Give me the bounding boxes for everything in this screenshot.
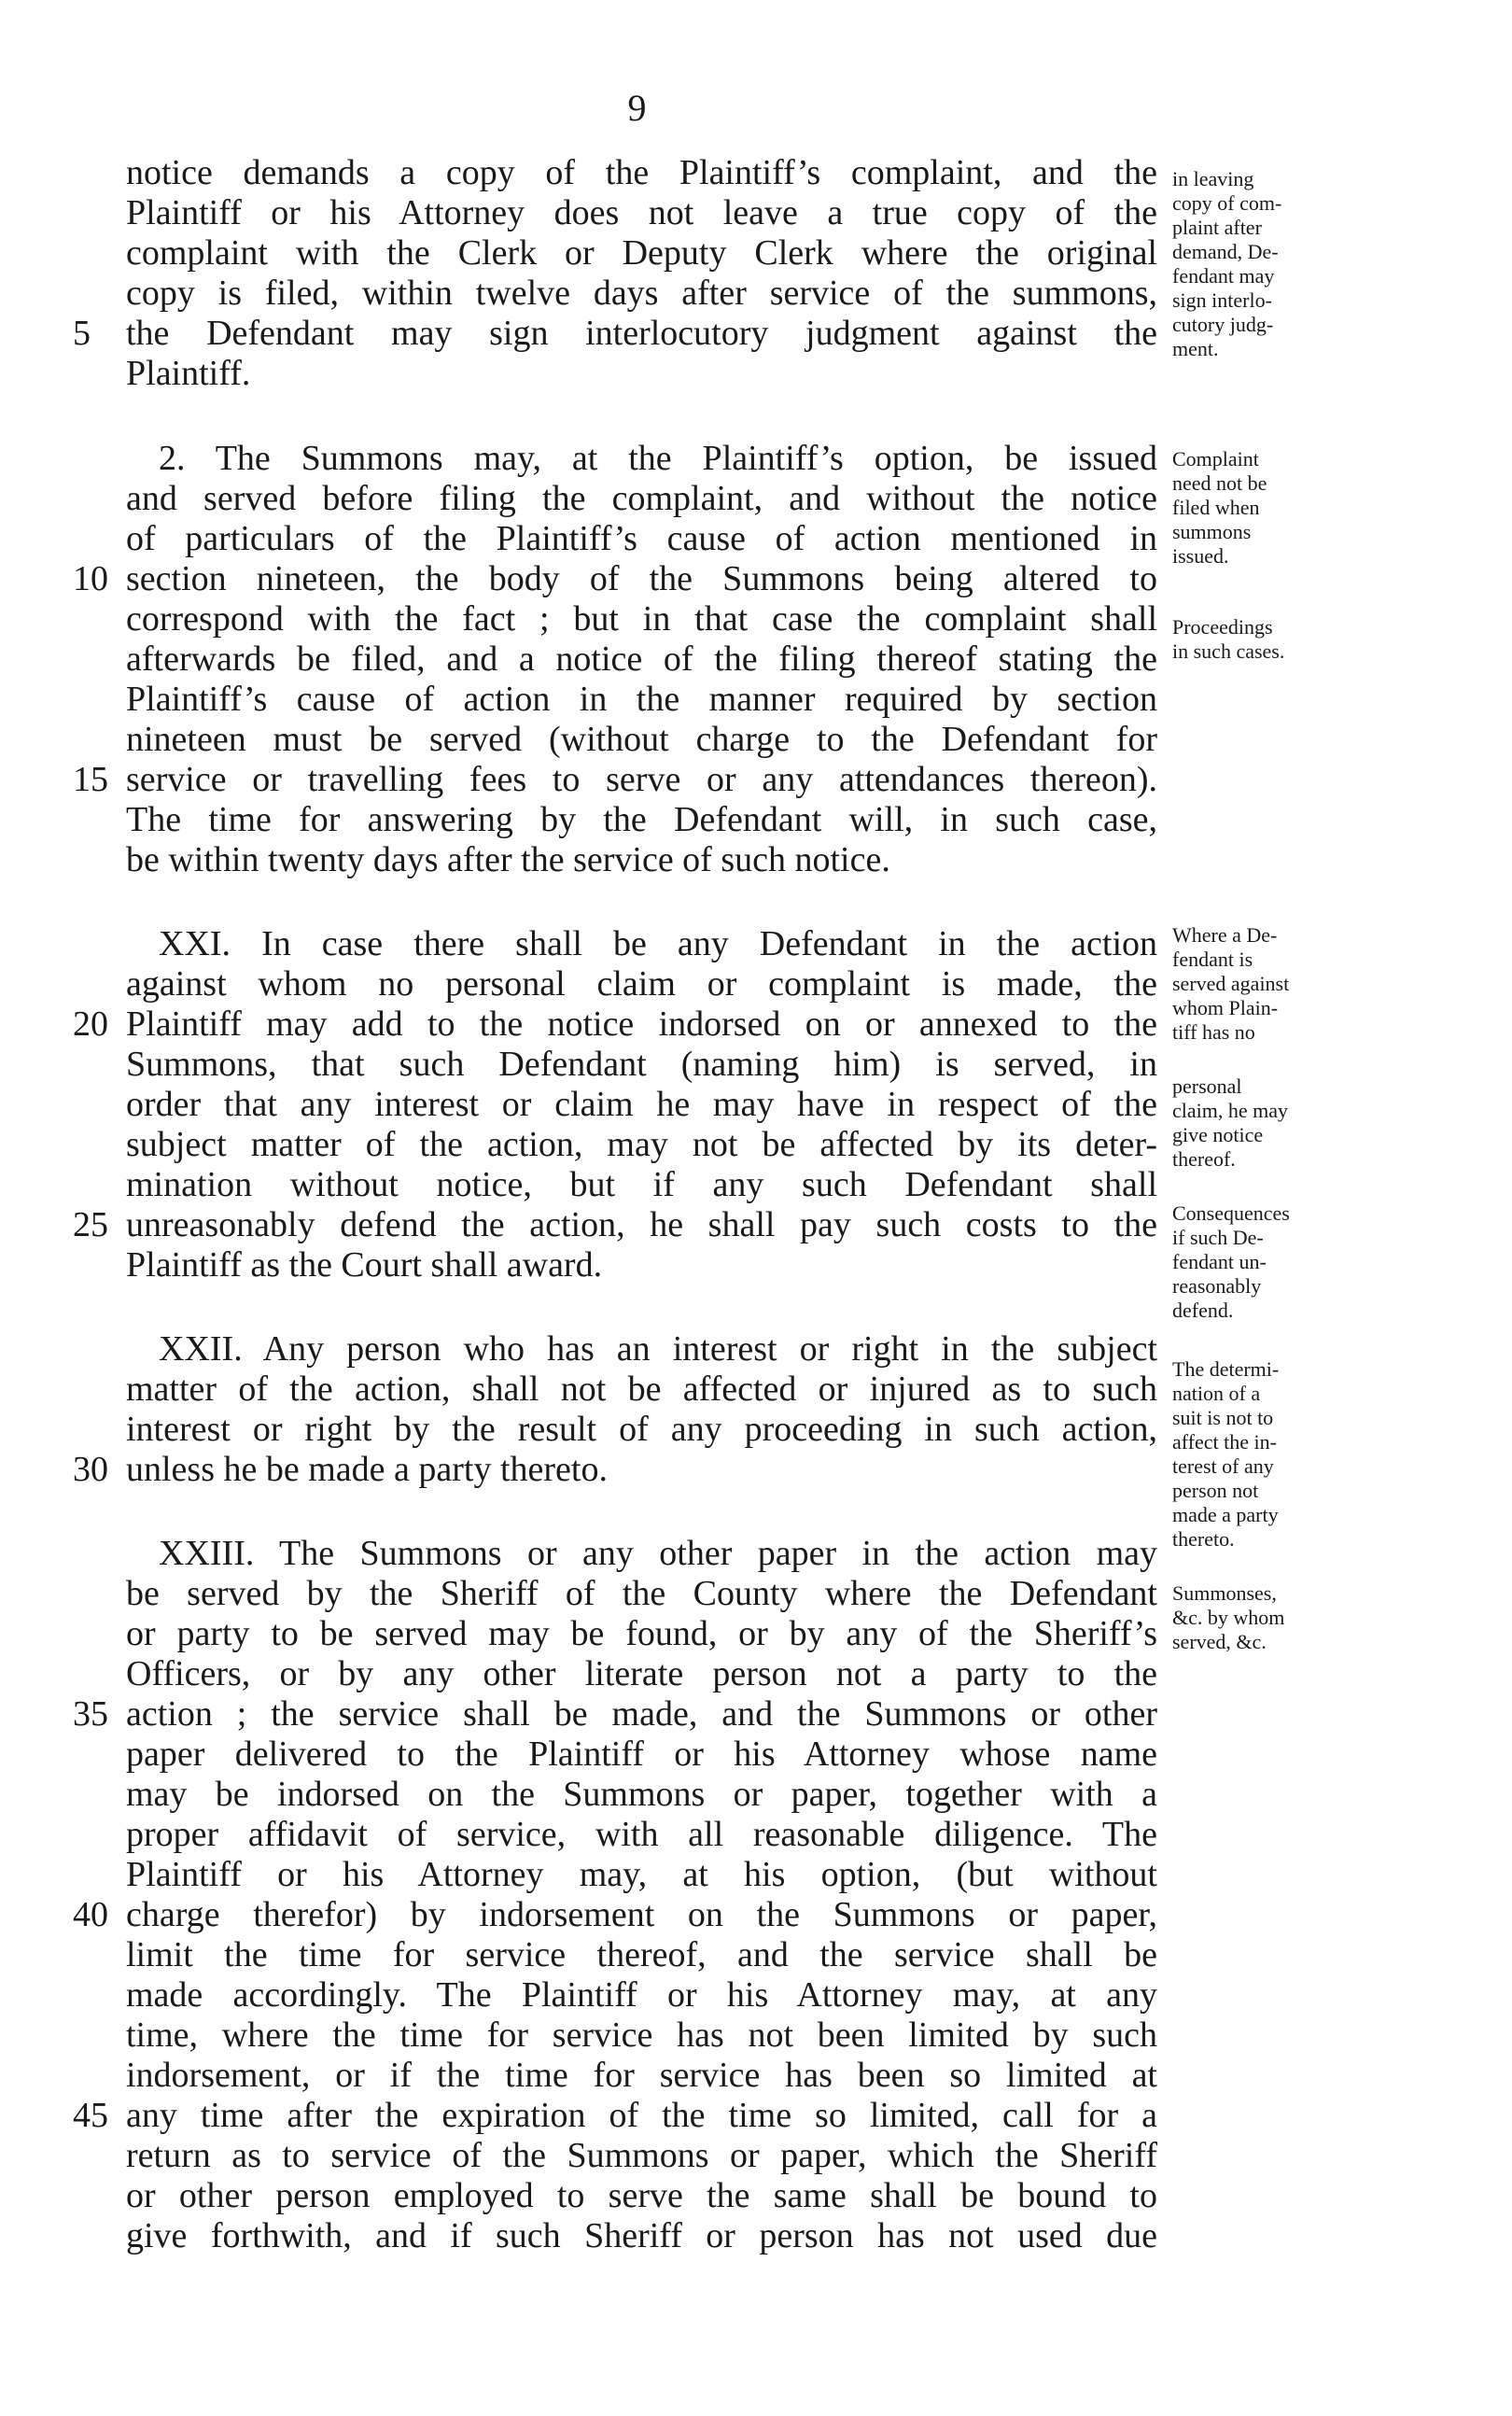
text-line: XXI. In case there shall be any Defendant in the action (159, 924, 1157, 963)
margin-note: fendant may (1172, 264, 1275, 288)
text-line: Plaintiff. (126, 354, 251, 393)
text-line: section nineteen, the body of the Summons being altered to (126, 559, 1157, 598)
margin-note: personal (1172, 1075, 1242, 1098)
margin-note: thereto. (1172, 1527, 1235, 1551)
text-line: charge therefor) by indorsement on the Summons or paper, (126, 1895, 1157, 1934)
text-line: complaint with the Clerk or Deputy Clerk where the original (126, 233, 1157, 273)
text-line: service or travelling fees to serve or any attendances thereon). (126, 760, 1157, 799)
margin-note: served against (1172, 972, 1290, 995)
margin-note: give notice (1172, 1123, 1264, 1146)
line-number: 35 (73, 1694, 108, 1734)
text-line: the Defendant may sign interlocutory judgment against the (126, 314, 1157, 353)
text-line: The time for answering by the Defendant will, in such case, (126, 800, 1157, 839)
margin-note: terest of any (1172, 1454, 1274, 1478)
text-line: Plaintiff may add to the notice indorsed on or annexed to the (126, 1004, 1157, 1044)
margin-note: issued. (1172, 544, 1229, 568)
text-line: made accordingly. The Plaintiff or his Attorney may, at any (126, 1975, 1157, 2015)
text-line: proper affidavit of service, with all reasonable diligence. The (126, 1815, 1157, 1854)
text-line: 2. The Summons may, at the Plaintiff’s option, be issued (159, 439, 1157, 478)
margin-note: affect the in- (1172, 1430, 1277, 1454)
text-line: Plaintiff’s cause of action in the manner required by section (126, 680, 1157, 719)
text-line: XXIII. The Summons or any other paper in the action may (159, 1534, 1157, 1573)
text-line: Plaintiff as the Court shall award. (126, 1245, 603, 1285)
margin-note: copy of com- (1172, 191, 1282, 215)
text-line: limit the time for service thereof, and the service shall be (126, 1935, 1157, 1974)
text-line: nineteen must be served (without charge to the Defendant for (126, 720, 1157, 759)
margin-note: filed when (1172, 496, 1260, 519)
margin-note: The determi- (1172, 1357, 1280, 1381)
margin-note: whom Plain- (1172, 996, 1279, 1019)
margin-note: in leaving (1172, 167, 1254, 190)
margin-note: need not be (1172, 471, 1267, 495)
text-line: of particulars of the Plaintiff’s cause of action mentioned in (126, 519, 1157, 558)
text-line: correspond with the fact ; but in that case the complaint shall (126, 599, 1157, 639)
text-line: be within twenty days after the service of such notice. (126, 840, 890, 879)
margin-note: Complaint (1172, 447, 1259, 471)
margin-note: fendant is (1172, 948, 1253, 971)
margin-note: plaint after (1172, 216, 1262, 239)
text-line: against whom no personal claim or complaint is made, the (126, 964, 1157, 1004)
text-line: Plaintiff or his Attorney may, at his option, (but without (126, 1855, 1157, 1894)
line-number: 25 (73, 1205, 108, 1244)
margin-note: demand, De- (1172, 240, 1279, 263)
margin-note: made a party (1172, 1503, 1279, 1526)
margin-note: Consequences (1172, 1201, 1290, 1225)
margin-note: in such cases. (1172, 639, 1285, 663)
text-line: subject matter of the action, may not be affected by its deter- (126, 1125, 1157, 1164)
text-line: paper delivered to the Plaintiff or his Attorney whose name (126, 1735, 1157, 1774)
line-number: 5 (73, 314, 91, 353)
margin-note: served, &c. (1172, 1630, 1267, 1653)
text-line: unless he be made a party thereto. (126, 1450, 608, 1489)
margin-note: thereof. (1172, 1147, 1236, 1171)
text-line: give forthwith, and if such Sheriff or person has not used due (126, 2216, 1157, 2255)
text-line: XXII. Any person who has an interest or right in the subject (159, 1329, 1157, 1369)
text-line: copy is filed, within twelve days after service of the summons, (126, 274, 1157, 313)
line-number: 40 (73, 1895, 108, 1934)
text-line: be served by the Sheriff of the County where the Defendant (126, 1574, 1157, 1613)
line-number: 45 (73, 2096, 108, 2135)
page-number: 9 (627, 87, 647, 129)
line-number: 15 (73, 760, 108, 799)
margin-note: if such De- (1172, 1226, 1264, 1249)
margin-note: reasonably (1172, 1274, 1262, 1298)
margin-note: summons (1172, 520, 1252, 543)
margin-note: Proceedings (1172, 615, 1273, 639)
margin-note: nation of a (1172, 1382, 1261, 1405)
text-line: order that any interest or claim he may have in respect of the (126, 1085, 1157, 1124)
margin-note: fendant un- (1172, 1250, 1267, 1273)
text-line: return as to service of the Summons or paper, which the Sheriff (126, 2136, 1157, 2175)
margin-note: tiff has no (1172, 1020, 1255, 1044)
text-line: indorsement, or if the time for service has been so limited at (126, 2056, 1157, 2095)
text-line: action ; the service shall be made, and the Summons or other (126, 1694, 1157, 1734)
margin-note: suit is not to (1172, 1406, 1274, 1429)
text-line: may be indorsed on the Summons or paper, together with a (126, 1775, 1157, 1814)
text-line: matter of the action, shall not be affected or injured as to such (126, 1370, 1157, 1409)
text-line: any time after the expiration of the time so limited, call for a (126, 2096, 1157, 2135)
margin-note: ment. (1172, 337, 1219, 360)
margin-note: cutory judg- (1172, 313, 1274, 336)
margin-note: Summonses, (1172, 1581, 1277, 1605)
line-number: 20 (73, 1004, 108, 1044)
margin-note: sign interlo- (1172, 288, 1272, 312)
text-line: Plaintiff or his Attorney does not leave a true copy of the (126, 193, 1157, 232)
line-number: 10 (73, 559, 108, 598)
margin-note: &c. by whom (1172, 1606, 1285, 1629)
text-line: afterwards be filed, and a notice of the filing thereof stating the (126, 639, 1157, 679)
margin-note: claim, he may (1172, 1099, 1289, 1122)
text-line: interest or right by the result of any proceeding in such action, (126, 1410, 1157, 1449)
margin-note: Where a De- (1172, 923, 1278, 947)
text-line: and served before filing the complaint, and without the notice (126, 479, 1157, 518)
text-line: unreasonably defend the action, he shall pay such costs to the (126, 1205, 1157, 1244)
text-line: time, where the time for service has not been limited by such (126, 2016, 1157, 2055)
text-line: or party to be served may be found, or by any of the Sheriff’s (126, 1614, 1157, 1653)
text-line: notice demands a copy of the Plaintiff’s complaint, and the (126, 153, 1157, 192)
text-line: Officers, or by any other literate person not a party to the (126, 1654, 1157, 1693)
line-number: 30 (73, 1450, 108, 1489)
text-line: mination without notice, but if any such Defendant shall (126, 1165, 1157, 1204)
margin-note: defend. (1172, 1299, 1234, 1322)
margin-note: person not (1172, 1479, 1259, 1502)
text-line: or other person employed to serve the same shall be bound to (126, 2176, 1157, 2215)
text-line: Summons, that such Defendant (naming him) is served, in (126, 1045, 1157, 1084)
